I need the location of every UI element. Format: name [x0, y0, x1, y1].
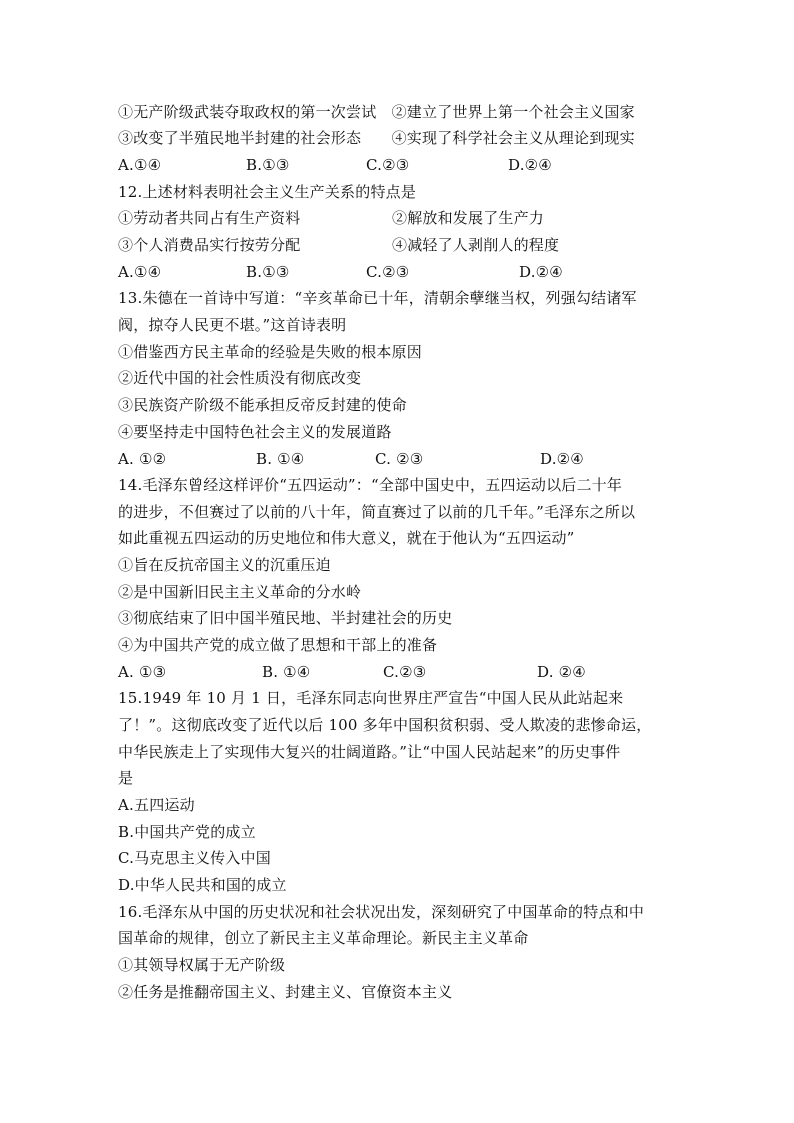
q14-option-a: A. ①③ [118, 663, 167, 681]
q13-stem-line-2: 阀，掠夺人民更不堪。”这首诗表明 [118, 316, 347, 334]
q12-option-d: D.②④ [519, 263, 563, 281]
q13-statement-3: ③民族资产阶级不能承担反帝反封建的使命 [118, 396, 407, 414]
q15-option-c: C.马克思主义传入中国 [118, 849, 271, 867]
q11-statement-line-2: ③改变了半殖民地半封建的社会形态 ④实现了科学社会主义从理论到现实 [118, 129, 635, 147]
q15-option-d: D.中华人民共和国的成立 [118, 876, 287, 894]
q14-option-b: B. ①④ [262, 663, 311, 681]
q13-statement-4: ④要坚持走中国特色社会主义的发展道路 [118, 423, 392, 441]
q11-option-b: B.①③ [246, 156, 290, 174]
q16-statement-1: ①其领导权属于无产阶级 [118, 956, 286, 974]
q14-option-c: C.②③ [383, 663, 427, 681]
q14-stem-line-2: 的进步，不但赛过了以前的八十年，简直赛过了以前的几千年。”毛泽东之所以 [118, 503, 636, 521]
q12-stem: 12.上述材料表明社会主义生产关系的特点是 [118, 183, 417, 201]
q11-statement-line-1: ①无产阶级武装夺取政权的第一次尝试 ②建立了世界上第一个社会主义国家 [118, 103, 635, 121]
q12-statement-4: ④减轻了人剥削人的程度 [392, 236, 560, 254]
q15-stem-line-3: 中华民族走上了实现伟大复兴的壮阔道路。”让“中国人民站起来”的历史事件 [118, 743, 621, 761]
q12-statement-1: ①劳动者共同占有生产资料 [118, 209, 301, 227]
q13-option-c: C. ②③ [375, 450, 424, 468]
q15-stem-line-4: 是 [118, 769, 134, 787]
q11-option-d: D.②④ [508, 156, 552, 174]
q15-stem-line-1: 15.1949 年 10 月 1 日，毛泽东同志向世界庄严宣告“中国人民从此站起来 [118, 689, 624, 707]
q11-option-c: C.②③ [366, 156, 410, 174]
q14-stem-line-1: 14.毛泽东曾经这样评价“五四运动”：“全部中国史中，五四运动以后二十年 [118, 476, 623, 494]
q12-option-b: B.①③ [246, 263, 290, 281]
q13-stem-line-1: 13.朱德在一首诗中写道：“辛亥革命已十年，清朝余孽继当权，列强勾结诸军 [118, 289, 637, 307]
q13-statement-2: ②近代中国的社会性质没有彻底改变 [118, 369, 362, 387]
q15-option-a: A.五四运动 [118, 796, 195, 814]
q14-statement-1: ①旨在反抗帝国主义的沉重压迫 [118, 556, 331, 574]
q12-option-c: C.②③ [366, 263, 410, 281]
q16-stem-line-1: 16.毛泽东从中国的历史状况和社会状况出发，深刻研究了中国革命的特点和中 [118, 903, 645, 921]
q16-statement-2: ②任务是推翻帝国主义、封建主义、官僚资本主义 [118, 983, 453, 1001]
q12-statement-3: ③个人消费品实行按劳分配 [118, 236, 301, 254]
q15-option-b: B.中国共产党的成立 [118, 823, 256, 841]
q16-stem-line-2: 国革命的规律，创立了新民主主义革命理论。新民主主义革命 [118, 929, 529, 947]
q12-option-a: A.①④ [118, 263, 162, 281]
q13-statement-1: ①借鉴西方民主革命的经验是失败的根本原因 [118, 343, 423, 361]
q12-statement-2: ②解放和发展了生产力 [392, 209, 545, 227]
q14-option-d: D. ②④ [537, 663, 586, 681]
q14-statement-2: ②是中国新旧民主主义革命的分水岭 [118, 583, 362, 601]
q13-option-a: A. ①② [118, 450, 167, 468]
q14-statement-3: ③彻底结束了旧中国半殖民地、半封建社会的历史 [118, 609, 453, 627]
q13-option-d: D.②④ [540, 450, 584, 468]
q14-statement-4: ④为中国共产党的成立做了思想和干部上的准备 [118, 636, 438, 654]
q11-option-a: A.①④ [118, 156, 162, 174]
q14-stem-line-3: 如此重视五四运动的历史地位和伟大意义，就在于他认为“五四运动” [118, 529, 575, 547]
q13-option-b: B. ①④ [256, 450, 305, 468]
q15-stem-line-2: 了！”。这彻底改变了近代以后 100 多年中国积贫积弱、受人欺凌的悲惨命运， [118, 716, 652, 734]
